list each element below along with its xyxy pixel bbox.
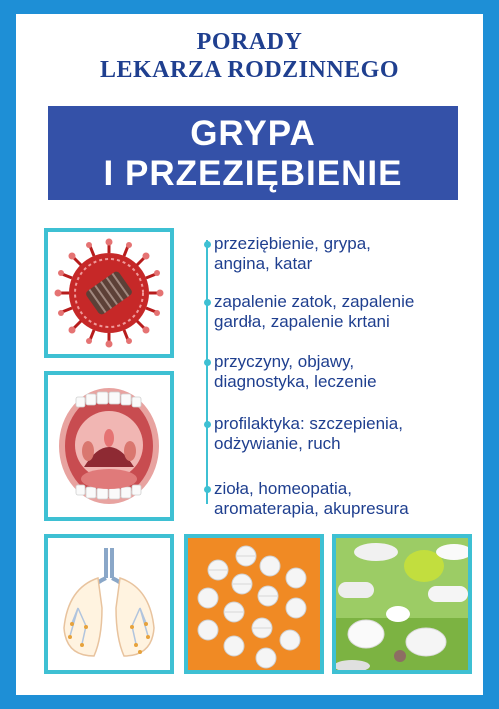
bullet-dot [204, 486, 211, 493]
book-title-line1: GRYPA [190, 114, 316, 153]
bullet-item: profilaktyka: szczepienia, odżywianie, ruch [214, 414, 484, 454]
series-title-line1: PORADY [196, 29, 303, 55]
bullet-item: zioła, homeopatia, aromaterapia, akupresura [214, 479, 484, 519]
bullet-item: przyczyny, objawy, diagnostyka, leczenie [214, 352, 484, 392]
cover-panel [16, 14, 483, 695]
series-title [16, 28, 483, 84]
open-mouth-throat-illustration [44, 371, 174, 521]
book-title [48, 114, 458, 194]
book-title-line2: I PRZEZIĘBIENIE [103, 154, 403, 193]
assorted-pills-on-green [332, 534, 472, 674]
bullet-dot [204, 359, 211, 366]
bullet-item: przeziębienie, grypa, angina, katar [214, 234, 484, 274]
virus-illustration [44, 228, 174, 358]
white-pills-on-orange [184, 534, 324, 674]
book-title-bar [48, 106, 458, 200]
series-title-line2: LEKARZA RODZINNEGO [99, 57, 400, 83]
bullet-connector-line [206, 240, 208, 504]
bullet-dot [204, 299, 211, 306]
bullet-item: zapalenie zatok, zapalenie gardła, zapalenie krtani [214, 292, 484, 332]
bullet-dot [204, 241, 211, 248]
bullet-dot [204, 421, 211, 428]
lungs-illustration [44, 534, 174, 674]
